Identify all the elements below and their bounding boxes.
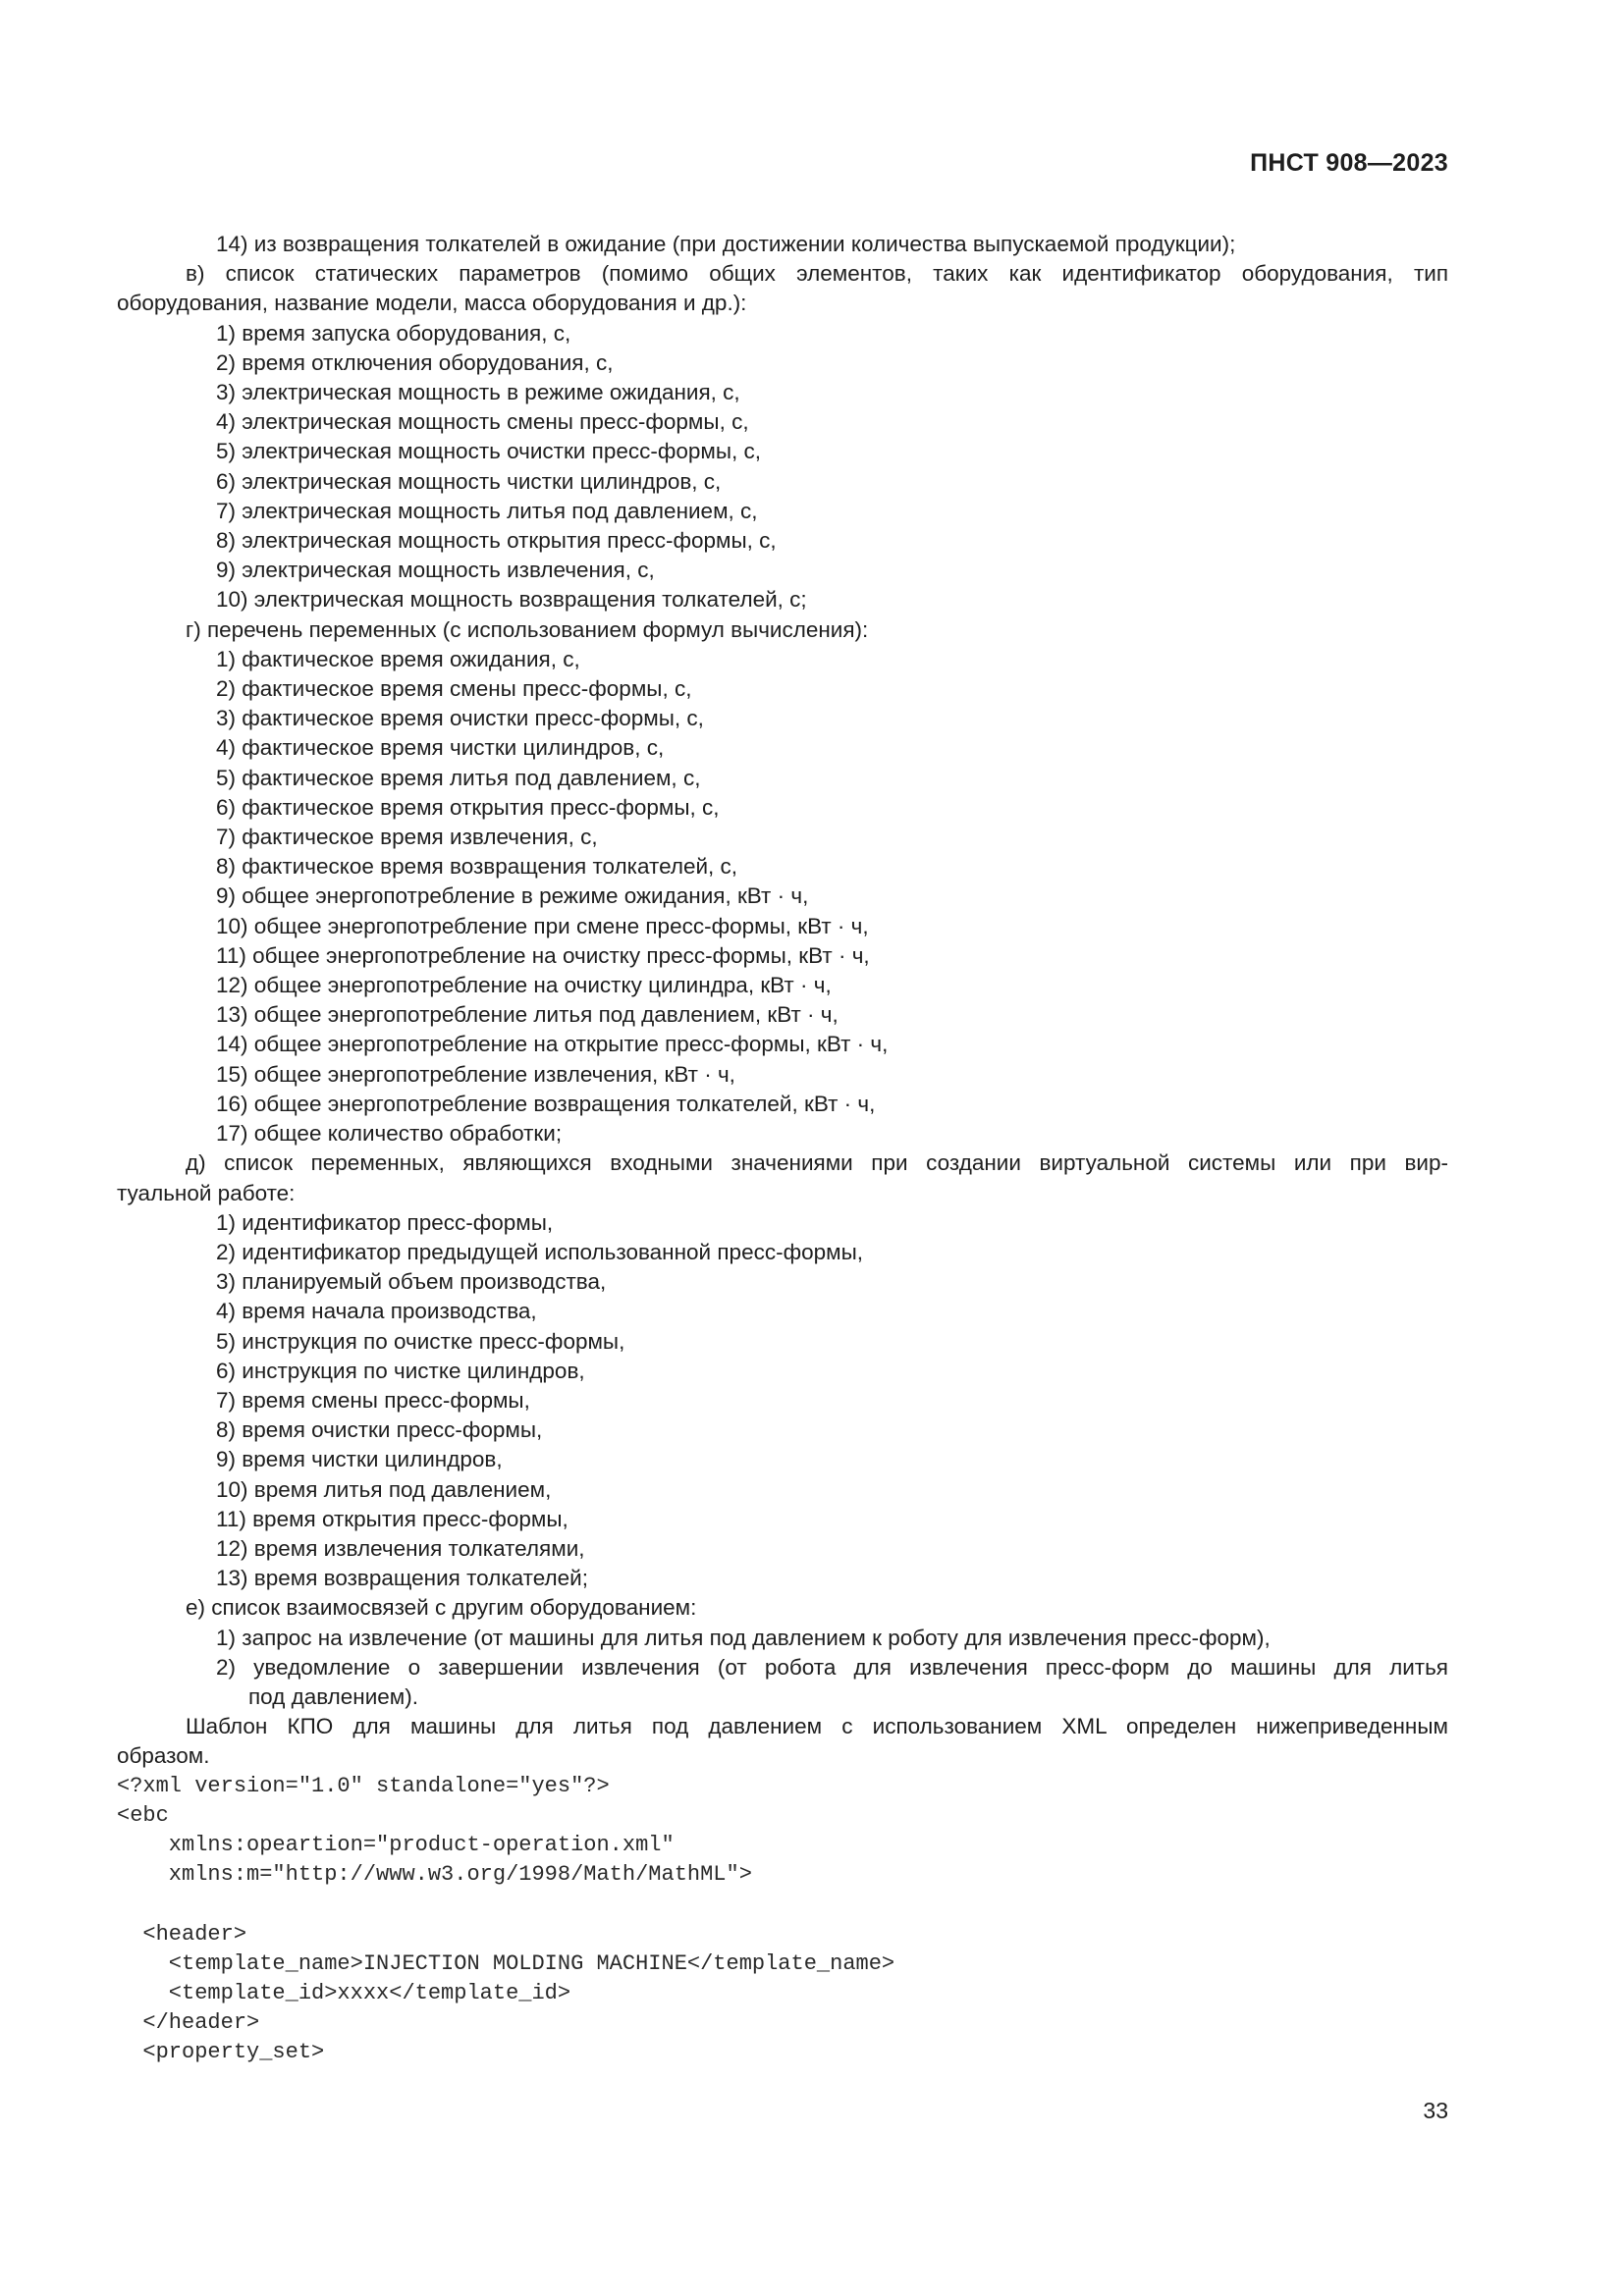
list-item: 11) время открытия пресс-формы, — [216, 1506, 568, 1531]
code-line: <header> — [117, 1921, 247, 1947]
list-item: 10) общее энергопотребление при смене пресс-формы, кВт · ч, — [216, 913, 869, 938]
list-item: 4) фактическое время чистки цилиндров, с, — [216, 735, 665, 761]
item-14-line: 14) из возвращения толкателей в ожидание (при достижении количества выпускаемой продукции); — [216, 232, 1236, 256]
template-paragraph-line-1: Шаблон КПО для машины для литья под давлением с использованием XML определен нижеприведенным — [186, 1714, 1448, 1739]
inputs-list — [117, 1208, 1448, 1594]
list-item: 10) время литья под давлением, — [216, 1476, 552, 1502]
list-item: 6) инструкция по чистке цилиндров, — [216, 1358, 585, 1383]
code-line: <template_name>INJECTION MOLDING MACHINE</template_name> — [117, 1950, 895, 1976]
list-item: 2) идентификатор предыдущей использованной пресс-формы, — [216, 1239, 864, 1264]
list-item: 1) фактическое время ожидания, с, — [216, 646, 580, 671]
list-item: 9) электрическая мощность извлечения, с, — [216, 558, 655, 583]
code-line: </header> — [117, 2010, 260, 2036]
static-params-list — [117, 319, 1448, 615]
relation-item-2-line-2: под давлением). — [248, 1683, 419, 1709]
list-item: 13) общее энергопотребление литья под давлением, кВт · ч, — [216, 1002, 839, 1028]
list-item: 5) инструкция по очистке пресс-формы, — [216, 1328, 625, 1354]
list-item: 10) электрическая мощность возвращения толкателей, с; — [216, 587, 807, 613]
code-line — [117, 1890, 1448, 1919]
code-line: xmlns:opeartion="product-operation.xml" — [117, 1832, 675, 1857]
list-item: 3) фактическое время очистки пресс-формы, с, — [216, 706, 704, 731]
list-item: 14) общее энергопотребление на открытие пресс-формы, кВт · ч, — [216, 1032, 889, 1057]
list-item: 1) идентификатор пресс-формы, — [216, 1209, 554, 1235]
list-item: 9) общее энергопотребление в режиме ожидания, кВт · ч, — [216, 883, 809, 909]
list-item: 4) время начала производства, — [216, 1299, 537, 1324]
list-item: 15) общее энергопотребление извлечения, кВт · ч, — [216, 1061, 735, 1087]
list-item: 13) время возвращения толкателей; — [216, 1566, 588, 1591]
section-d-intro-line-2: туальной работе: — [117, 1180, 296, 1205]
variables-list — [117, 645, 1448, 1148]
xml-code-block — [117, 1772, 1448, 2068]
code-line: <template_id>xxxx</template_id> — [117, 1980, 571, 2005]
list-item: 8) электрическая мощность открытия пресс-формы, с, — [216, 528, 777, 554]
section-e-intro: е) список взаимосвязей с другим оборудованием: — [186, 1595, 697, 1621]
relation-item-1: 1) запрос на извлечение (от машины для литья под давлением к роботу для извлечения пресс-форм), — [216, 1625, 1271, 1650]
section-d-intro-line-1: д) список переменных, являющихся входными значениями при создании виртуальной системы или при вир- — [186, 1150, 1448, 1176]
list-item: 5) электрическая мощность очистки пресс-формы, с, — [216, 439, 762, 464]
list-item: 1) время запуска оборудования, с, — [216, 320, 571, 346]
page-number: 33 — [1423, 2098, 1448, 2123]
list-item: 16) общее энергопотребление возвращения толкателей, кВт · ч, — [216, 1091, 876, 1116]
list-item: 7) фактическое время извлечения, с, — [216, 825, 598, 850]
list-item: 5) фактическое время литья под давлением, с, — [216, 765, 701, 790]
list-item: 6) фактическое время открытия пресс-формы, с, — [216, 794, 720, 820]
document-code-header: ПНСТ 908—2023 — [1250, 149, 1448, 177]
section-v-intro-line-1: в) список статических параметров (помимо общих элементов, таких как идентификатор оборудования, тип — [186, 261, 1448, 287]
list-item: 2) фактическое время смены пресс-формы, с, — [216, 676, 692, 702]
list-item: 4) электрическая мощность смены пресс-формы, с, — [216, 409, 749, 435]
code-line: <?xml version="1.0" standalone="yes"?> — [117, 1773, 610, 1798]
list-item: 11) общее энергопотребление на очистку пресс-формы, кВт · ч, — [216, 942, 870, 968]
list-item: 6) электрическая мощность чистки цилиндров, с, — [216, 468, 722, 494]
code-line: <property_set> — [117, 2040, 325, 2065]
list-item: 17) общее количество обработки; — [216, 1121, 563, 1147]
list-item: 7) время смены пресс-формы, — [216, 1387, 530, 1413]
section-v-intro-line-2: оборудования, название модели, масса оборудования и др.): — [117, 291, 747, 316]
list-item: 7) электрическая мощность литья под давлением, с, — [216, 498, 758, 523]
list-item: 2) время отключения оборудования, с, — [216, 349, 614, 375]
relation-item-2-line-1: 2) уведомление о завершении извлечения (от робота для извлечения пресс-форм до машины для литья — [216, 1654, 1448, 1680]
list-item: 12) общее энергопотребление на очистку цилиндра, кВт · ч, — [216, 973, 832, 998]
list-item: 3) электрическая мощность в режиме ожидания, с, — [216, 380, 740, 405]
list-item: 8) время очистки пресс-формы, — [216, 1417, 543, 1443]
list-item: 8) фактическое время возвращения толкателей, с, — [216, 854, 738, 880]
code-line: <ebc — [117, 1802, 169, 1828]
list-item: 9) время чистки цилиндров, — [216, 1447, 503, 1472]
document-body — [117, 230, 1448, 2068]
template-paragraph-line-2: образом. — [117, 1743, 210, 1769]
section-g-intro: г) перечень переменных (с использованием формул вычисления): — [186, 616, 869, 642]
list-item: 12) время извлечения толкателями, — [216, 1535, 585, 1561]
list-item: 3) планируемый объем производства, — [216, 1269, 607, 1295]
code-line: xmlns:m="http://www.w3.org/1998/Math/MathML"> — [117, 1862, 752, 1888]
